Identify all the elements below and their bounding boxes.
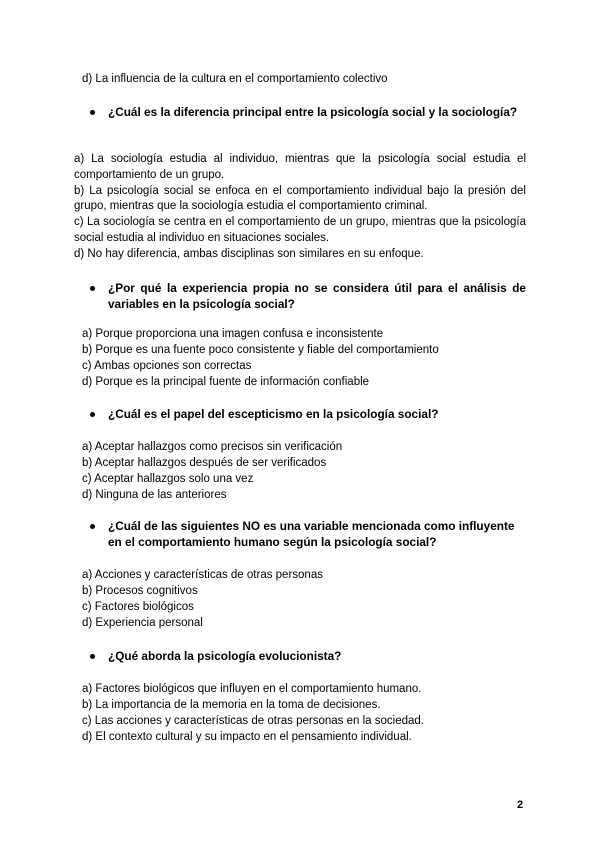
option-text: d) Porque es la principal fuente de información confiable: [82, 376, 370, 388]
option-text: b) La importancia de la memoria en la toma de decisiones.: [82, 699, 381, 711]
option-text: c) Ambas opciones son correctas: [82, 360, 252, 372]
option-text: b) Aceptar hallazgos después de ser verificados: [82, 457, 327, 469]
page-number: 2: [517, 799, 524, 811]
option-text: a) Aceptar hallazgos como precisos sin verificación: [82, 441, 343, 453]
question-2-heading: ¿Por qué la experiencia propia no se considera útil para el análisis de variables en la psicología social?: [108, 281, 526, 311]
bullet-icon: [90, 110, 98, 118]
option-text: c) Las acciones y características de otras personas en la sociedad.: [82, 715, 424, 727]
bullet-icon: [90, 524, 98, 532]
option-text: d) El contexto cultural y su impacto en el pensamiento individual.: [82, 731, 412, 743]
option-text: c) Factores biológicos: [82, 601, 194, 613]
option-text: d) Ninguna de las anteriores: [82, 489, 227, 501]
option-text: c) La sociología se centra en el comportamiento de un grupo, mientras que la psicología social estudia al individuo en situaciones sociales.: [74, 216, 526, 244]
question-1-options: [74, 152, 526, 263]
question-1-heading: ¿Cuál es la diferencia principal entre la psicología social y la sociología?: [108, 105, 518, 119]
question-3-heading: ¿Cuál es el papel del escepticismo en la psicología social?: [108, 407, 439, 421]
bullet-icon: [90, 654, 98, 662]
question-5-heading: ¿Qué aborda la psicología evolucionista?: [108, 649, 342, 663]
option-text: d) La influencia de la cultura en el comportamiento colectivo: [82, 73, 388, 85]
option-text: a) La sociología estudia al individuo, mientras que la psicología social estudia el comportamiento de un grupo.: [74, 153, 526, 181]
option-text: d) Experiencia personal: [82, 617, 203, 629]
option-text: a) Acciones y características de otras personas: [82, 569, 323, 581]
option-text: b) Procesos cognitivos: [82, 585, 198, 597]
question-4-heading: ¿Cuál de las siguientes NO es una variable mencionada como influyente en el comportamiento humano según la psicología social?: [108, 519, 515, 549]
option-text: c) Aceptar hallazgos solo una vez: [82, 473, 254, 485]
option-text: b) La psicología social se enfoca en el comportamiento individual bajo la presión del grupo, mientras que la sociología estudia el comportamiento criminal.: [74, 184, 526, 213]
option-text: a) Porque proporciona una imagen confusa e inconsistente: [82, 328, 384, 340]
bullet-icon: [90, 412, 98, 420]
option-text: b) Porque es una fuente poco consistente y fiable del comportamiento: [82, 344, 439, 356]
bullet-icon: [90, 286, 98, 294]
option-text: d) No hay diferencia, ambas disciplinas son similares en su enfoque.: [74, 247, 424, 260]
option-text: a) Factores biológicos que influyen en el comportamiento humano.: [82, 683, 422, 695]
